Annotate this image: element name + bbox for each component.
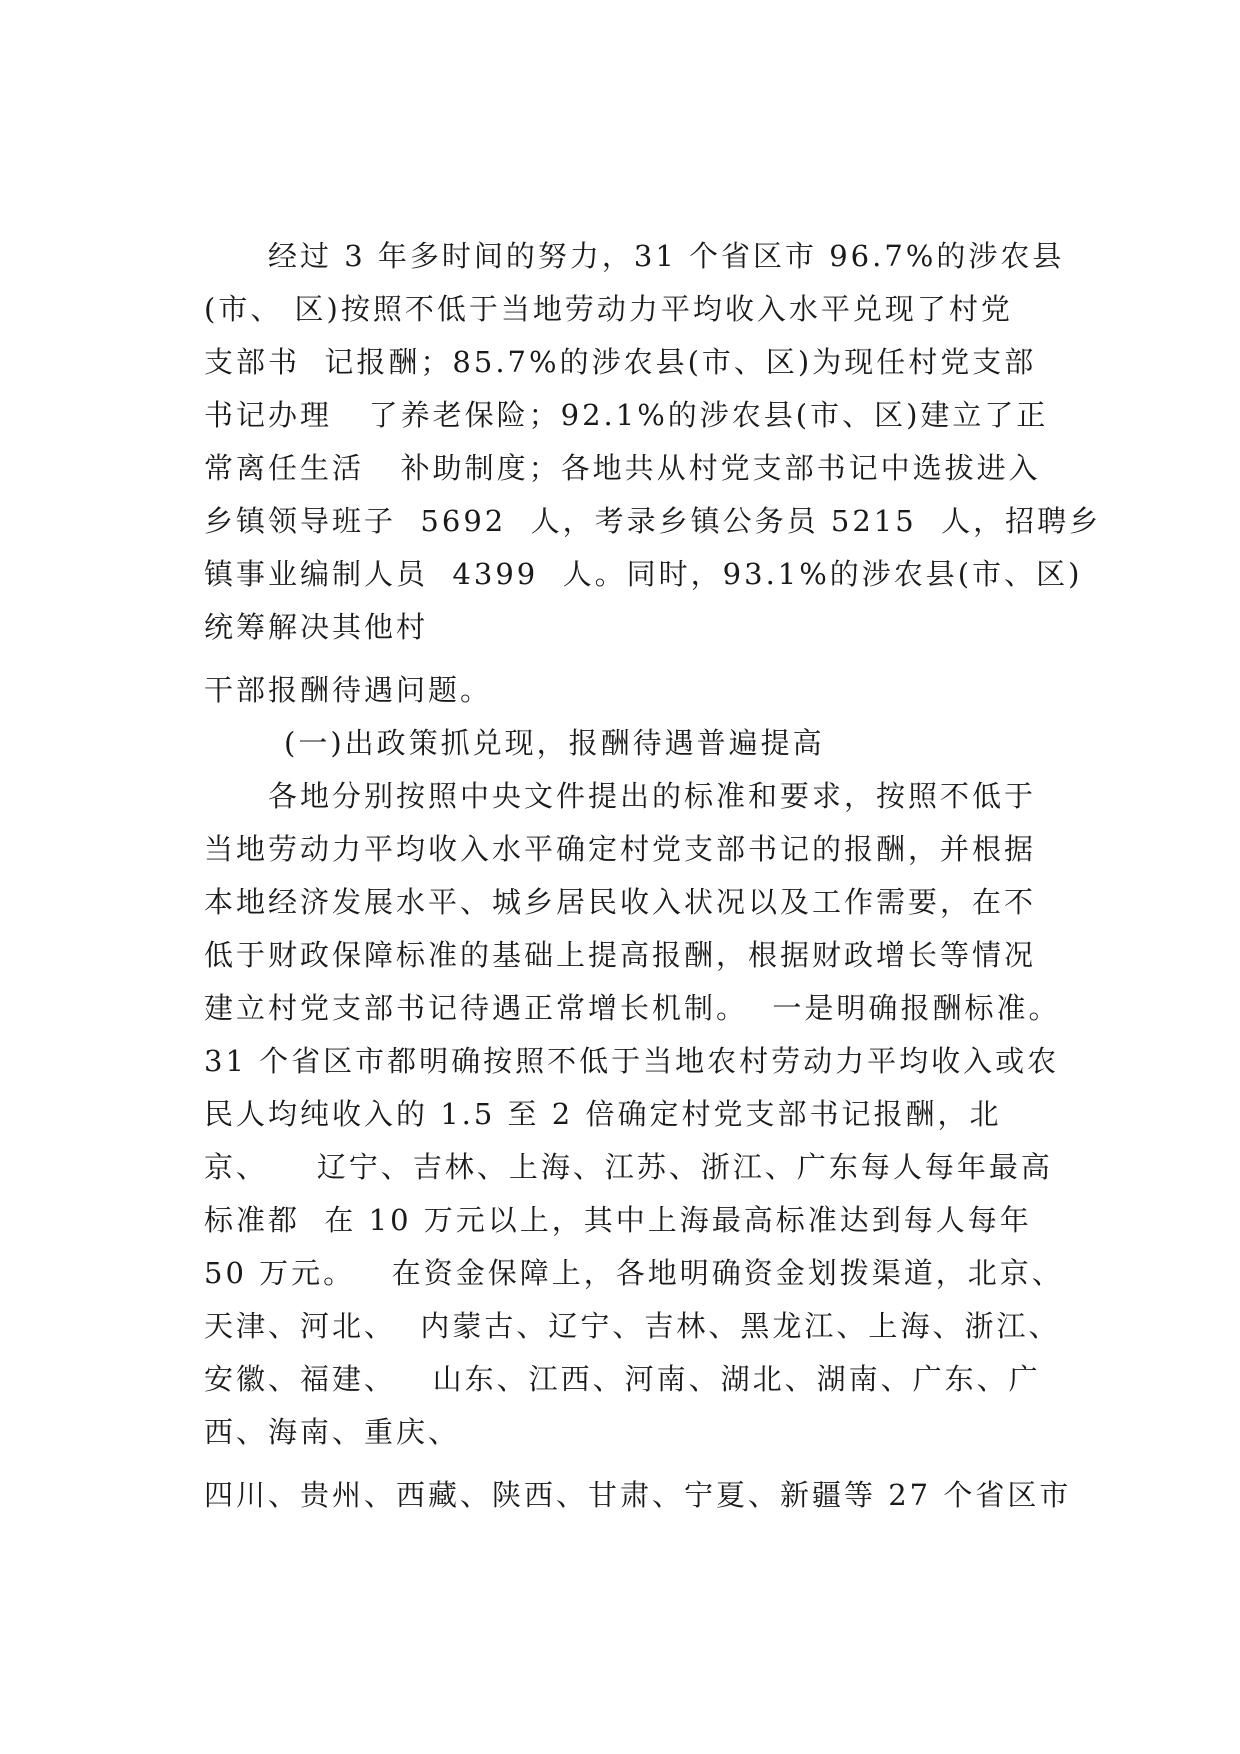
paragraph-3-line-2: 当地劳动力平均收入水平确定村党支部书记的报酬，并根据 xyxy=(204,832,1037,866)
paragraph-1-line-2: (市、 区)按照不低于当地劳动力平均收入水平兑现了村党 xyxy=(204,292,1013,326)
paragraph-3-line-12: 安徽、福建、 山东、江西、河南、湖北、湖南、广东、广 xyxy=(204,1362,1041,1396)
paragraph-3-line-13: 西、海南、重庆、 xyxy=(204,1415,461,1449)
paragraph-3-line-8: 京、 辽宁、吉林、上海、江苏、浙江、广东每人每年最高 xyxy=(204,1150,1053,1184)
paragraph-3-line-7: 民人均纯收入的 1.5 至 2 倍确定村党支部书记报酬，北 xyxy=(204,1097,1002,1131)
paragraph-3-line-10: 50 万元。 在资金保障上，各地明确资金划拨渠道，北京、 xyxy=(204,1256,1064,1290)
paragraph-3-line-9: 标准都 在 10 万元以上，其中上海最高标准达到每人每年 xyxy=(204,1203,1032,1237)
paragraph-3-line-11: 天津、河北、 内蒙古、辽宁、吉林、黑龙江、上海、浙江、 xyxy=(204,1309,1061,1343)
paragraph-1-line-7: 镇事业编制人员 4399 人。同时，93.1%的涉农县(市、区) xyxy=(204,557,1083,591)
paragraph-1-line-3: 支部书 记报酬；85.7%的涉农县(市、区)为现任村党支部 xyxy=(204,345,1037,379)
paragraph-1-line-8: 统筹解决其他村 xyxy=(204,610,429,644)
paragraph-2-line-1: 干部报酬待遇问题。 xyxy=(204,673,493,707)
paragraph-1-line-1: 经过 3 年多时间的努力，31 个省区市 96.7%的涉农县 xyxy=(268,239,1065,273)
section-heading: (一)出政策抓兑现，报酬待遇普遍提高 xyxy=(284,726,825,760)
paragraph-3-line-3: 本地经济发展水平、城乡居民收入状况以及工作需要，在不 xyxy=(204,885,1037,919)
paragraph-3-line-6: 31 个省区市都明确按照不低于当地农村劳动力平均收入或农 xyxy=(204,1044,1060,1078)
paragraph-3-line-4: 低于财政保障标准的基础上提高报酬，根据财政增长等情况 xyxy=(204,938,1037,972)
paragraph-1-line-4: 书记办理 了养老保险；92.1%的涉农县(市、区)建立了正 xyxy=(204,398,1049,432)
paragraph-4-line-1: 四川、贵州、西藏、陕西、甘肃、宁夏、新疆等 27 个省区市 xyxy=(204,1478,1072,1512)
paragraph-3-line-5: 建立村党支部书记待遇正常增长机制。 一是明确报酬标准。 xyxy=(204,991,1061,1025)
paragraph-1-line-6: 乡镇领导班子 5692 人，考录乡镇公务员 5215 人，招聘乡 xyxy=(204,504,1102,538)
paragraph-3-line-1: 各地分别按照中央文件提出的标准和要求，按照不低于 xyxy=(268,779,1037,813)
paragraph-1-line-5: 常离任生活 补助制度；各地共从村党支部书记中选拔进入 xyxy=(204,451,1041,485)
